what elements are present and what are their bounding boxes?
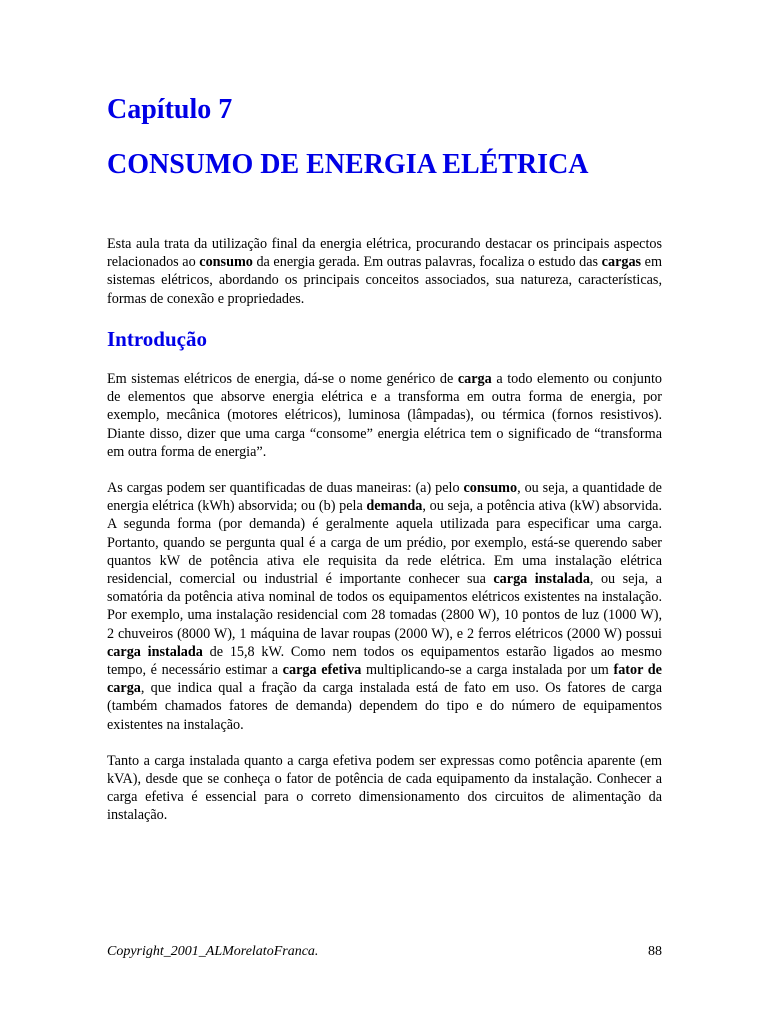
paragraph-text: As cargas podem ser quantificadas de duas maneiras: (a) pelo <box>107 480 464 497</box>
chapter-title: CONSUMO DE ENERGIA ELÉTRICA <box>107 149 589 180</box>
paragraph-text: , ou seja, a potência ativa (kW) absorvida. A segunda forma (por demanda) é geralmente aquela utilizada para especificar uma carga. Portanto, quando se pergunta qual é a carga de um prédio, por exemplo, está-se querendo saber quantos kW de potência ativa ele requisita da rede elétrica. Em uma instalação elétrica residencial, comercial ou industrial é importante conhecer sua <box>107 498 663 588</box>
term-carga-efetiva: carga efetiva <box>282 662 362 679</box>
term-consumo: consumo <box>463 480 518 497</box>
paragraph-text: , ou seja, a quantidade de energia elétrica (kWh) absorvida; ou (b) pela <box>107 480 662 515</box>
term-carga-instalada: carga instalada <box>493 571 590 588</box>
abstract-text: Esta aula trata da utilização final da energia elétrica, procurando destacar os principais aspectos relacionados ao <box>107 236 662 271</box>
paragraph-text: , que indica qual a fração da carga instalada está de fato em uso. Os fatores de carga (também chamados fatores de demanda) dependem do tipo e do número de equipamentos existentes na instalação. <box>107 680 662 733</box>
paragraph-text: a todo elemento ou conjunto de elementos que absorve energia elétrica e a transforma em outra forma de energia, por exemplo, mecânica (motores elétricos), luminosa (lâmpadas), ou térmica (fornos resistivos). Diante disso, dizer que uma carga “consome” energia elétrica tem o significado de “transforma em outra forma de energia”. <box>107 371 662 460</box>
copyright-notice: Copyright_2001_ALMorelatoFranca. <box>107 944 319 959</box>
paragraph-text: Em sistemas elétricos de energia, dá-se o nome genérico de <box>107 371 458 387</box>
paragraph-text: multiplicando-se a carga instalada por um <box>361 662 614 679</box>
document-page <box>107 0 662 1024</box>
chapter-label: Capítulo 7 <box>107 94 233 125</box>
term-carga: carga <box>457 371 492 387</box>
term-cargas: cargas <box>601 254 642 271</box>
section-body <box>107 370 662 843</box>
paragraph-3: Tanto a carga instalada quanto a carga efetiva podem ser expressas como potência aparente (em kVA), desde que se conheça o fator de potência de cada equipamento da instalação. Conhecer a carga efetiva é essencial para o correto dimensionamento dos circuitos de alimentação da instalação. <box>107 752 662 824</box>
section-heading: Introdução <box>107 327 207 351</box>
term-demanda: demanda <box>366 498 423 515</box>
abstract-text: em sistemas elétricos, abordando os principais conceitos associados, sua natureza, características, formas de conexão e propriedades. <box>107 254 662 307</box>
term-fator-de-carga: fator de carga <box>107 662 662 697</box>
paragraph-text: , ou seja, a somatória da potência ativa nominal de todos os equipamentos elétricos existentes na instalação. Por exemplo, uma instalação residencial com 28 tomadas (2800 W), 10 pontos de luz (1000 W), 2 chuveiros (8000 W), 1 máquina de lavar roupas (2000 W), e 2 ferros elétricos (2000 W) possui <box>107 571 662 642</box>
paragraph-2 <box>107 479 662 734</box>
abstract-text: da energia gerada. Em outras palavras, focaliza o estudo das <box>252 254 602 271</box>
paragraph-text: de 15,8 kW. Como nem todos os equipamentos estarão ligados ao mesmo tempo, é necessário estimar a <box>107 643 662 679</box>
page-number: 88 <box>648 944 662 959</box>
page-footer <box>107 943 662 963</box>
chapter-abstract <box>107 235 662 326</box>
abstract-paragraph <box>107 235 662 308</box>
term-consumo: consumo <box>199 254 253 271</box>
paragraph-1 <box>107 370 662 461</box>
term-carga-instalada: carga instalada <box>107 643 203 660</box>
